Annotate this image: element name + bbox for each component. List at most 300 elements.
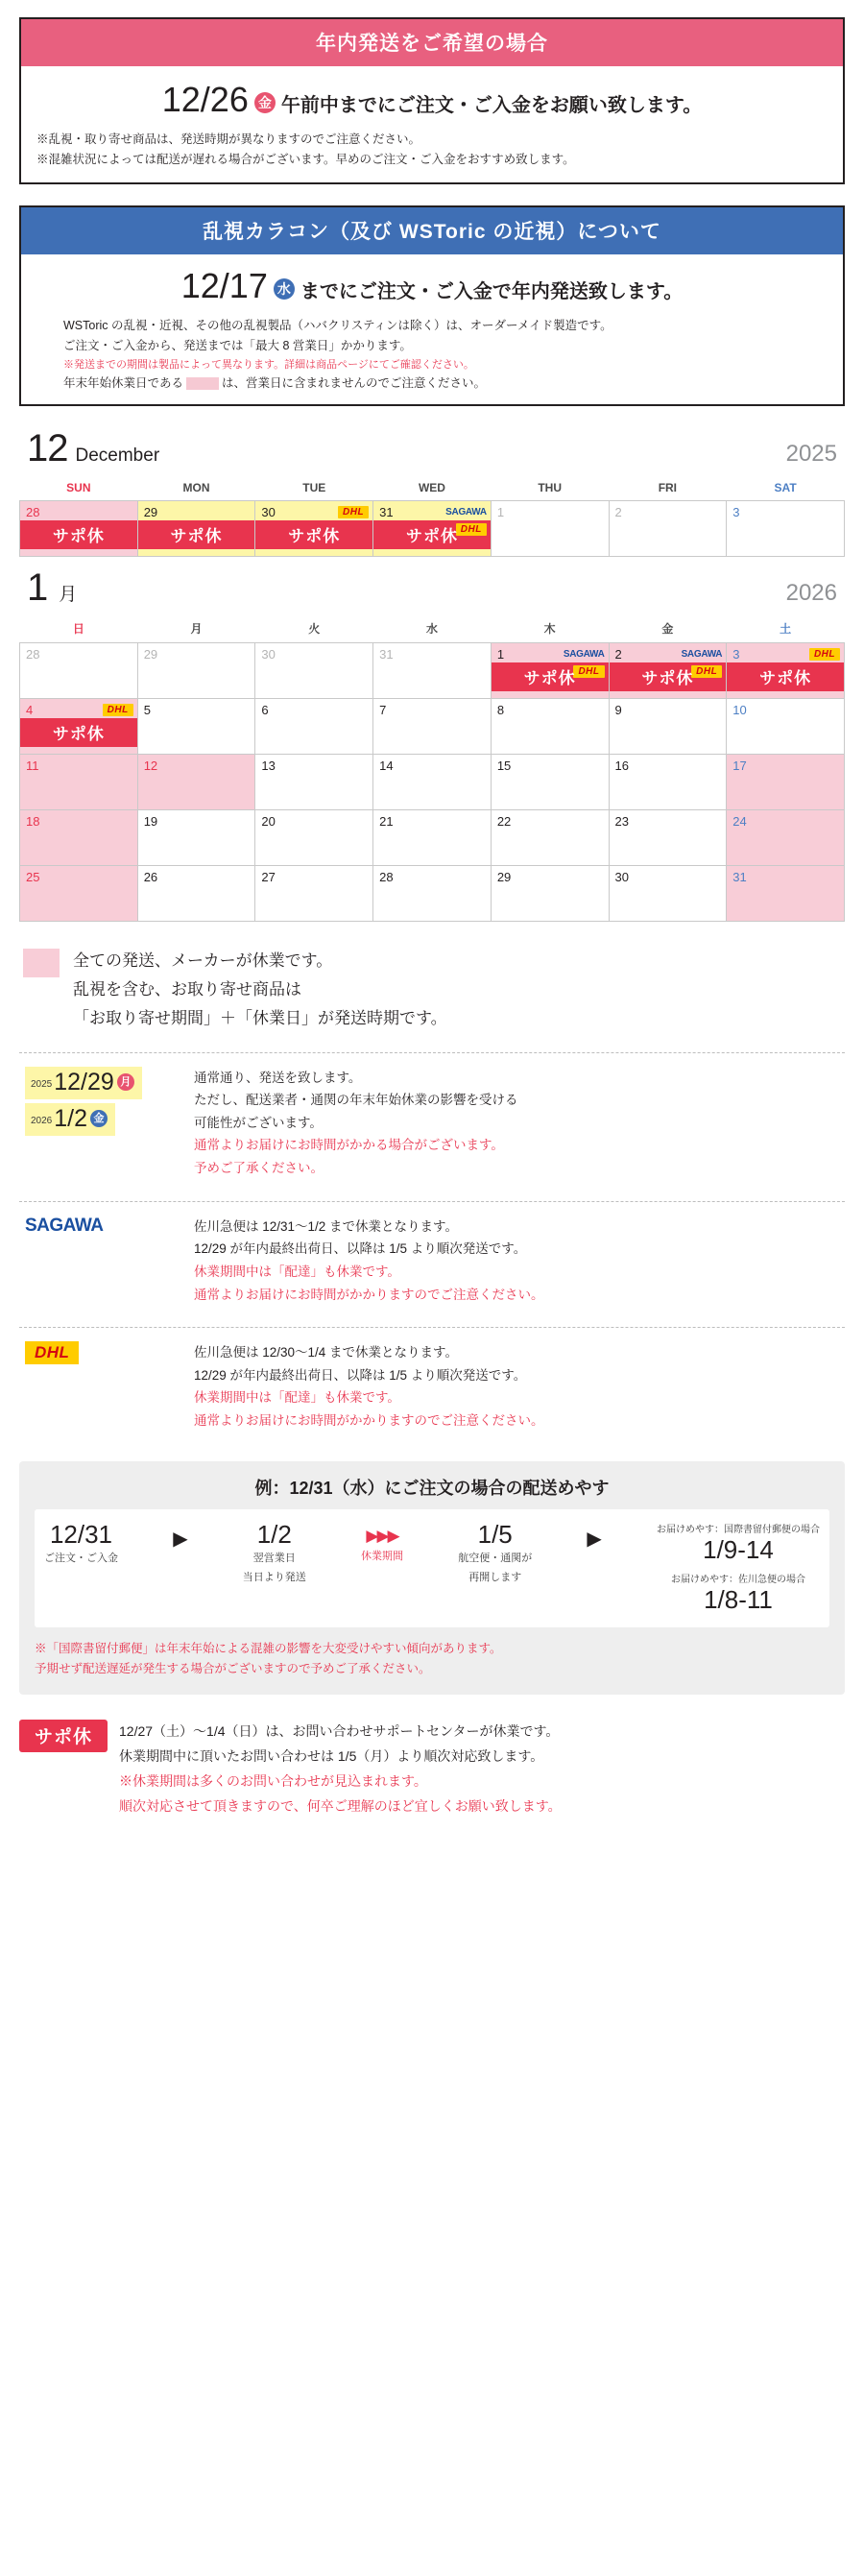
info-line: ただし、配送業者・通関の年末年始休業の影響を受ける	[194, 1093, 518, 1108]
calendar-day-cell	[20, 755, 138, 810]
calendar-week-row	[20, 866, 845, 922]
dhl-icon: DHL	[573, 665, 604, 678]
calendar-day-carrier-badges	[369, 699, 372, 714]
calendar-day-top	[727, 699, 844, 717]
calendar-day-cell	[137, 643, 255, 699]
calendar-table	[19, 615, 845, 922]
dhl-icon: DHL	[691, 665, 722, 678]
sagawa-logo-icon: SAGAWA	[25, 1215, 104, 1236]
support-closed-marker: サポ休	[492, 662, 609, 691]
dhl-icon: DHL	[103, 704, 133, 716]
calendar-weekday-header: SAT	[774, 481, 797, 495]
notice-2-sub-line-3: ※発送までの期間は製品によって異なります。詳細は商品ページにてご確認ください。	[63, 358, 474, 371]
calendar-day-cell	[727, 810, 845, 866]
date-badge-0102-year: 2026	[31, 1115, 53, 1126]
calendar-day-carrier-badges	[133, 643, 137, 659]
flow-step-dispatch	[243, 1521, 306, 1585]
flow-step-holiday-label: 休業期間	[361, 1550, 403, 1562]
calendar-weekday-header: 水	[425, 622, 438, 637]
info-row-normal-shipping	[19, 1053, 845, 1193]
calendar-day-number: 1	[496, 505, 505, 520]
calendar-day-cell	[255, 643, 373, 699]
calendar-day-cell	[373, 501, 492, 557]
calendar-day-top	[492, 643, 609, 678]
calendar-day-cell	[373, 810, 492, 866]
calendar-day-top	[255, 501, 372, 519]
calendar-day-top	[492, 866, 609, 884]
notice-toric-lens	[19, 205, 845, 406]
calendar-day-number: 29	[496, 870, 512, 885]
calendar-day-number: 28	[26, 505, 40, 520]
notice-2-sub-line-4a: 年末年始休業日である	[63, 375, 184, 390]
calendar-day-top	[373, 866, 491, 884]
calendar-day-cell	[137, 699, 255, 755]
calendar-day-number: 2	[614, 505, 622, 520]
sagawa-icon: SAGAWA	[563, 649, 605, 661]
calendar-day-carrier-badges	[445, 501, 491, 536]
flow-step-dispatch-label-2: 当日より発送	[242, 1571, 306, 1583]
calendar-day-number: 25	[26, 870, 40, 885]
notice-year-end-shipping	[19, 17, 845, 184]
notice-2-sub-line-1: WSToric の乱視・近視、その他の乱視製品（ハバクリスティンは除く）は、オーダーメイド製造です。	[63, 319, 612, 333]
calendar-weekday-header: 金	[661, 622, 674, 637]
notice-1-sub-line-1: ※乱視・取り寄せ商品は、発送時期が異なりますのでご注意ください。	[36, 132, 421, 146]
calendar-day-number: 7	[379, 703, 387, 718]
calendar-day-cell	[255, 699, 373, 755]
info-line: 休業期間中は「配達」も休業です。	[194, 1264, 400, 1279]
calendar-weekday-header: MON	[182, 481, 210, 495]
notice-1-main-line	[36, 80, 828, 120]
dhl-icon: DHL	[809, 648, 840, 661]
example-note	[35, 1639, 829, 1680]
calendar-month-number: 12	[27, 427, 68, 470]
notice-2-sub-line-4b: は、営業日に含まれませんのでご注意ください。	[222, 375, 487, 390]
calendar-day-top	[138, 810, 255, 829]
calendar-day-cell	[20, 643, 138, 699]
example-delivery-box	[19, 1461, 845, 1696]
calendar-day-top	[20, 699, 137, 717]
notice-2-header: 乱視カラコン（及び WSToric の近視）について	[21, 207, 843, 254]
calendar-day-number: 28	[26, 647, 40, 662]
calendar-day-carrier-badges	[369, 643, 372, 659]
calendar-day-top	[373, 755, 491, 773]
calendar-day-number: 19	[143, 814, 158, 830]
dhl-logo-cell	[21, 1341, 194, 1364]
calendar-day-number: 3	[732, 505, 740, 520]
info-row-dhl-text	[194, 1341, 544, 1432]
calendar-day-top	[610, 755, 727, 773]
calendar-week-row	[20, 699, 845, 755]
calendar-day-carrier-badges	[133, 755, 137, 770]
flow-step-resume	[458, 1521, 532, 1585]
calendar-day-top	[610, 501, 727, 519]
sagawa-logo-cell	[21, 1216, 194, 1237]
calendar-day-cell	[491, 866, 609, 922]
legend-text	[73, 947, 447, 1032]
calendar-weekday-header: 土	[780, 622, 792, 637]
calendar-day-cell	[491, 501, 609, 557]
calendar-day-number: 18	[26, 814, 40, 830]
calendar-day-cell	[373, 866, 492, 922]
info-line: 通常よりお届けにお時間がかかりますのでご注意ください。	[194, 1413, 544, 1429]
calendar-day-top	[255, 755, 372, 773]
calendar-day-cell	[727, 643, 845, 699]
flow-step-eta-mail-note: お届けめやす：国際書留付郵便の場合	[657, 1524, 820, 1535]
calendar-month-number: 1	[27, 566, 48, 610]
calendar-day-top	[138, 866, 255, 884]
notice-1-date: 12/26	[161, 80, 249, 119]
calendar-day-top	[610, 810, 727, 829]
calendar-section	[19, 427, 845, 922]
calendar-day-carrier-badges	[133, 866, 137, 881]
calendar-day-top	[492, 501, 609, 519]
calendar-day-cell	[373, 699, 492, 755]
holiday-color-swatch	[186, 377, 219, 390]
calendar-day-carrier-badges	[251, 810, 254, 826]
calendar-day-number: 30	[614, 870, 629, 885]
support-closed-marker: サポ休	[20, 520, 137, 549]
calendar-weekday-header: 木	[543, 622, 556, 637]
calendar-day-carrier-badges	[251, 866, 254, 881]
calendar-week-row	[20, 755, 845, 810]
calendar-day-carrier-badges	[722, 699, 726, 714]
calendar-day-top	[727, 501, 844, 519]
calendar-day-cell	[727, 501, 845, 557]
info-line: 休業期間中は「配達」も休業です。	[194, 1390, 400, 1406]
arrow-right-icon: ▶	[587, 1528, 602, 1550]
support-line-2: 休業期間中に頂いたお問い合わせは 1/5（月）より順次対応致します。	[119, 1748, 544, 1765]
calendar-day-top	[610, 699, 727, 717]
calendar-day-cell	[727, 866, 845, 922]
calendar-day-carrier-badges	[722, 866, 726, 881]
calendar-weekday-header: TUE	[302, 481, 326, 495]
calendar-year: 2025	[785, 441, 837, 468]
calendar-day-carrier-badges	[487, 643, 491, 659]
calendar-day-carrier-badges	[840, 755, 844, 770]
info-row-normal-text	[194, 1067, 518, 1180]
support-closed-marker: サポ休	[20, 718, 137, 747]
calendar-day-top	[492, 755, 609, 773]
info-line: 通常通り、発送を致します。	[194, 1070, 362, 1085]
calendar-day-number: 11	[26, 758, 39, 774]
calendar-day-carrier-badges	[133, 810, 137, 826]
calendar-day-carrier-badges	[103, 699, 137, 714]
calendar-day-carrier-badges	[487, 699, 491, 714]
calendar-day-cell	[255, 755, 373, 810]
notice-1-header: 年内発送をご希望の場合	[21, 19, 843, 66]
calendar-weekday-header: 日	[72, 622, 84, 637]
calendar-day-number: 27	[261, 870, 276, 885]
support-closed-marker: サポ休	[610, 662, 727, 691]
flow-step-resume-label-2: 再開します	[468, 1571, 522, 1583]
arrow-right-triple-icon: ▶▶▶	[366, 1526, 398, 1545]
info-line: 12/29 が年内最終出荷日、以降は 1/5 より順次発送です。	[194, 1241, 527, 1257]
calendar-day-cell	[609, 501, 727, 557]
calendar-day-carrier-badges	[605, 699, 609, 714]
calendar-day-cell	[137, 810, 255, 866]
calendar-day-number: 6	[261, 703, 269, 718]
calendar-day-number: 26	[143, 870, 158, 885]
calendar-weekday-header: 月	[190, 622, 203, 637]
calendar-2026-1	[19, 566, 845, 922]
calendar-week-row	[20, 810, 845, 866]
calendar-day-number: 1	[496, 647, 505, 662]
calendar-day-carrier-badges	[809, 643, 844, 659]
calendar-day-number: 13	[261, 758, 276, 774]
calendar-day-top	[373, 501, 491, 536]
arrow-right-icon: ▶	[173, 1528, 188, 1550]
calendar-day-cell	[727, 755, 845, 810]
calendar-day-top	[373, 810, 491, 829]
calendar-day-carrier-badges	[722, 810, 726, 826]
notice-1-sub-line-2: ※混雑状況によっては配送が遅れる場合がございます。早めのご注文・ご入金をおすすめ致します。	[36, 152, 575, 166]
calendar-day-cell	[20, 810, 138, 866]
calendar-day-top	[255, 866, 372, 884]
calendar-day-number: 17	[732, 758, 747, 774]
notice-2-date: 12/17	[180, 266, 268, 306]
calendar-day-number: 29	[143, 647, 158, 662]
calendar-day-top	[20, 501, 137, 519]
example-note-line-2: 予期せず配送遅延が発生する場合がございますので予めご了承ください。	[35, 1662, 431, 1676]
calendar-day-number: 16	[614, 758, 629, 774]
support-center-notice	[19, 1720, 845, 1819]
calendar-day-top	[20, 755, 137, 773]
calendar-day-number: 31	[379, 505, 394, 520]
calendar-day-carrier-badges	[840, 501, 844, 517]
calendar-day-number: 21	[379, 814, 394, 830]
calendar-day-cell	[20, 866, 138, 922]
calendar-day-carrier-badges	[681, 643, 727, 678]
example-flow-row	[44, 1521, 820, 1614]
calendar-day-cell	[373, 643, 492, 699]
calendar-day-cell	[255, 810, 373, 866]
calendar-day-cell	[137, 755, 255, 810]
notice-2-weekday-badge: 水	[274, 278, 295, 300]
calendar-day-number: 2	[614, 647, 622, 662]
legend-swatch-icon	[23, 949, 60, 977]
calendar-day-carrier-badges	[605, 866, 609, 881]
dhl-logo-icon: DHL	[25, 1341, 79, 1364]
date-badge-1229-weekday: 月	[117, 1073, 134, 1091]
notice-1-main-text: 午前中までにご注文・ご入金をお願い致します。	[280, 95, 703, 116]
calendar-weekday-header: WED	[418, 481, 445, 495]
calendar-day-carrier-badges	[251, 643, 254, 659]
calendar-day-carrier-badges	[722, 501, 726, 517]
calendar-day-carrier-badges	[840, 699, 844, 714]
calendar-day-carrier-badges	[840, 810, 844, 826]
support-closed-badge: サポ休	[19, 1720, 108, 1752]
calendar-day-cell	[609, 755, 727, 810]
calendar-day-number: 30	[261, 505, 276, 520]
calendar-day-carrier-badges	[487, 810, 491, 826]
calendar-day-top	[255, 643, 372, 662]
calendar-day-carrier-badges	[369, 866, 372, 881]
calendar-table	[19, 476, 845, 557]
calendar-day-carrier-badges	[605, 501, 609, 517]
flow-step-holiday	[361, 1521, 403, 1564]
notice-1-body	[21, 66, 843, 182]
support-closed-marker: サポ休	[138, 520, 255, 549]
calendar-day-carrier-badges	[369, 755, 372, 770]
sagawa-icon: SAGAWA	[445, 507, 487, 518]
calendar-month-kanji: 月	[59, 585, 78, 606]
info-row-sagawa	[19, 1202, 845, 1320]
calendar-day-number: 31	[379, 647, 394, 662]
calendar-day-top	[138, 755, 255, 773]
calendar-day-cell	[609, 699, 727, 755]
calendar-day-cell	[137, 866, 255, 922]
calendar-day-number: 9	[614, 703, 622, 718]
flow-step-dispatch-date: 1/2	[256, 1519, 292, 1549]
calendar-day-number: 22	[496, 814, 512, 830]
calendar-day-cell	[373, 755, 492, 810]
dhl-icon: DHL	[456, 523, 487, 536]
calendar-day-cell	[20, 699, 138, 755]
info-line: 12/29 が年内最終出荷日、以降は 1/5 より順次発送です。	[194, 1367, 527, 1383]
calendar-weekday-header: THU	[538, 481, 562, 495]
calendar-day-top	[20, 866, 137, 884]
calendar-week-row	[20, 643, 845, 699]
example-title: 例：12/31（水）にご注文の場合の配送めやす	[254, 1478, 610, 1498]
sagawa-icon: SAGAWA	[681, 649, 723, 661]
calendar-day-cell	[491, 643, 609, 699]
flow-step-resume-label-1: 航空便・通関が	[458, 1553, 533, 1565]
support-closed-marker: サポ休	[255, 520, 372, 549]
calendar-day-cell	[255, 501, 373, 557]
calendar-day-number: 5	[143, 703, 151, 718]
notice-2-main-line	[42, 266, 822, 306]
calendar-day-top	[492, 810, 609, 829]
calendar-day-number: 10	[732, 703, 747, 718]
calendar-day-number: 23	[614, 814, 629, 830]
calendar-day-top	[138, 501, 255, 519]
flow-step-order-label: ご注文・ご入金	[44, 1553, 118, 1565]
calendar-day-cell	[491, 755, 609, 810]
support-text	[119, 1720, 562, 1819]
flow-step-eta	[657, 1521, 820, 1614]
legend-line-3: 「お取り寄せ期間」＋「休業日」が発送時期です。	[73, 1008, 447, 1027]
calendar-day-carrier-badges	[563, 643, 609, 678]
flow-step-eta-sagawa-note: お届けめやす：佐川急便の場合	[671, 1575, 805, 1586]
calendar-weekday-header: SUN	[66, 481, 91, 495]
support-closed-marker: サポ休	[373, 520, 491, 549]
info-line: 通常よりお届けにお時間がかかる場合がございます。	[194, 1138, 504, 1153]
support-line-3: ※休業期間は多くのお問い合わせが見込まれます。	[119, 1773, 427, 1790]
calendar-day-cell	[255, 866, 373, 922]
calendar-title	[19, 427, 845, 476]
calendar-day-number: 29	[143, 505, 158, 520]
legend-line-1: 全ての発送、メーカーが休業です。	[73, 951, 333, 971]
calendar-day-top	[138, 643, 255, 662]
calendar-day-top	[610, 643, 727, 678]
calendar-day-top	[20, 643, 137, 662]
calendar-day-cell	[727, 699, 845, 755]
notice-1-sub	[36, 130, 828, 169]
date-badge-0102	[25, 1103, 115, 1136]
calendar-day-carrier-badges	[251, 501, 254, 517]
notice-2-main-text: までにご注文・ご入金で年内発送致します。	[300, 281, 684, 303]
support-closed-marker: サポ休	[727, 662, 844, 691]
info-line: 佐川急便は 12/31〜1/2 まで休業となります。	[194, 1218, 458, 1234]
calendar-day-number: 31	[732, 870, 747, 885]
calendar-day-top	[138, 699, 255, 717]
calendar-day-cell	[20, 501, 138, 557]
notice-2-sub	[42, 316, 822, 393]
info-line: 予めご了承ください。	[194, 1161, 324, 1176]
date-badge-1229-year: 2025	[31, 1078, 53, 1090]
calendar-day-carrier-badges	[487, 755, 491, 770]
calendar-day-top	[255, 810, 372, 829]
dhl-icon: DHL	[338, 506, 369, 518]
info-line: 可能性がございます。	[194, 1115, 323, 1130]
calendar-day-carrier-badges	[133, 501, 137, 517]
info-row-dates	[21, 1067, 194, 1140]
calendar-day-carrier-badges	[487, 866, 491, 881]
calendar-day-carrier-badges	[840, 866, 844, 881]
calendar-day-cell	[609, 866, 727, 922]
flow-step-eta-sagawa-date: 1/8-11	[704, 1585, 773, 1615]
calendar-day-top	[727, 755, 844, 773]
flow-step-order-date: 12/31	[49, 1519, 113, 1549]
calendar-day-top	[373, 643, 491, 662]
calendar-day-number: 12	[143, 758, 158, 774]
calendar-day-cell	[609, 810, 727, 866]
calendar-day-number: 30	[261, 647, 276, 662]
date-badge-0102-weekday: 金	[90, 1110, 108, 1127]
calendar-day-number: 24	[732, 814, 747, 830]
flow-step-dispatch-label-1: 翌営業日	[252, 1553, 296, 1565]
notice-2-sub-line-2: ご注文・ご入金から、発送までは「最大 8 営業日」かかります。	[63, 338, 412, 352]
calendar-weekday-header: 火	[308, 622, 321, 637]
calendar-day-number: 15	[496, 758, 512, 774]
support-line-1: 12/27（土）〜1/4（日）は、お問い合わせサポートセンターが休業です。	[119, 1723, 560, 1740]
support-line-4: 順次対応させて頂きますので、何卒ご理解のほど宜しくお願い致します。	[119, 1798, 562, 1814]
calendar-day-carrier-badges	[605, 755, 609, 770]
calendar-day-carrier-badges	[338, 501, 372, 517]
info-row-sagawa-text	[194, 1216, 544, 1307]
calendar-day-cell	[609, 643, 727, 699]
calendar-day-carrier-badges	[605, 810, 609, 826]
calendar-day-top	[727, 643, 844, 662]
calendar-week-row	[20, 501, 845, 557]
calendar-day-top	[727, 866, 844, 884]
calendar-day-carrier-badges	[369, 810, 372, 826]
info-line: 佐川急便は 12/30〜1/4 まで休業となります。	[194, 1345, 458, 1360]
flow-step-eta-mail-date: 1/9-14	[703, 1534, 774, 1564]
calendar-day-top	[492, 699, 609, 717]
calendar-day-number: 20	[261, 814, 276, 830]
calendar-2025-12	[19, 427, 845, 557]
notice-2-sub-line-4	[63, 373, 822, 394]
notice-2-body	[21, 254, 843, 404]
calendar-day-carrier-badges	[251, 755, 254, 770]
date-badge-1229	[25, 1067, 142, 1099]
info-line: 通常よりお届けにお時間がかかりますのでご注意ください。	[194, 1287, 544, 1302]
legend-holiday	[23, 947, 845, 1032]
calendar-day-top	[20, 810, 137, 829]
date-badge-0102-date: 1/2	[54, 1104, 88, 1132]
calendar-day-number: 3	[732, 647, 740, 662]
calendar-day-top	[727, 810, 844, 829]
calendar-day-cell	[491, 699, 609, 755]
calendar-weekday-header: FRI	[658, 481, 678, 495]
flow-step-resume-date: 1/5	[477, 1519, 513, 1549]
flow-step-order	[44, 1521, 118, 1567]
calendar-day-number: 28	[379, 870, 394, 885]
example-flow	[35, 1509, 829, 1627]
calendar-month-name: December	[75, 445, 160, 467]
legend-line-2: 乱視を含む、お取り寄せ商品は	[73, 980, 301, 999]
